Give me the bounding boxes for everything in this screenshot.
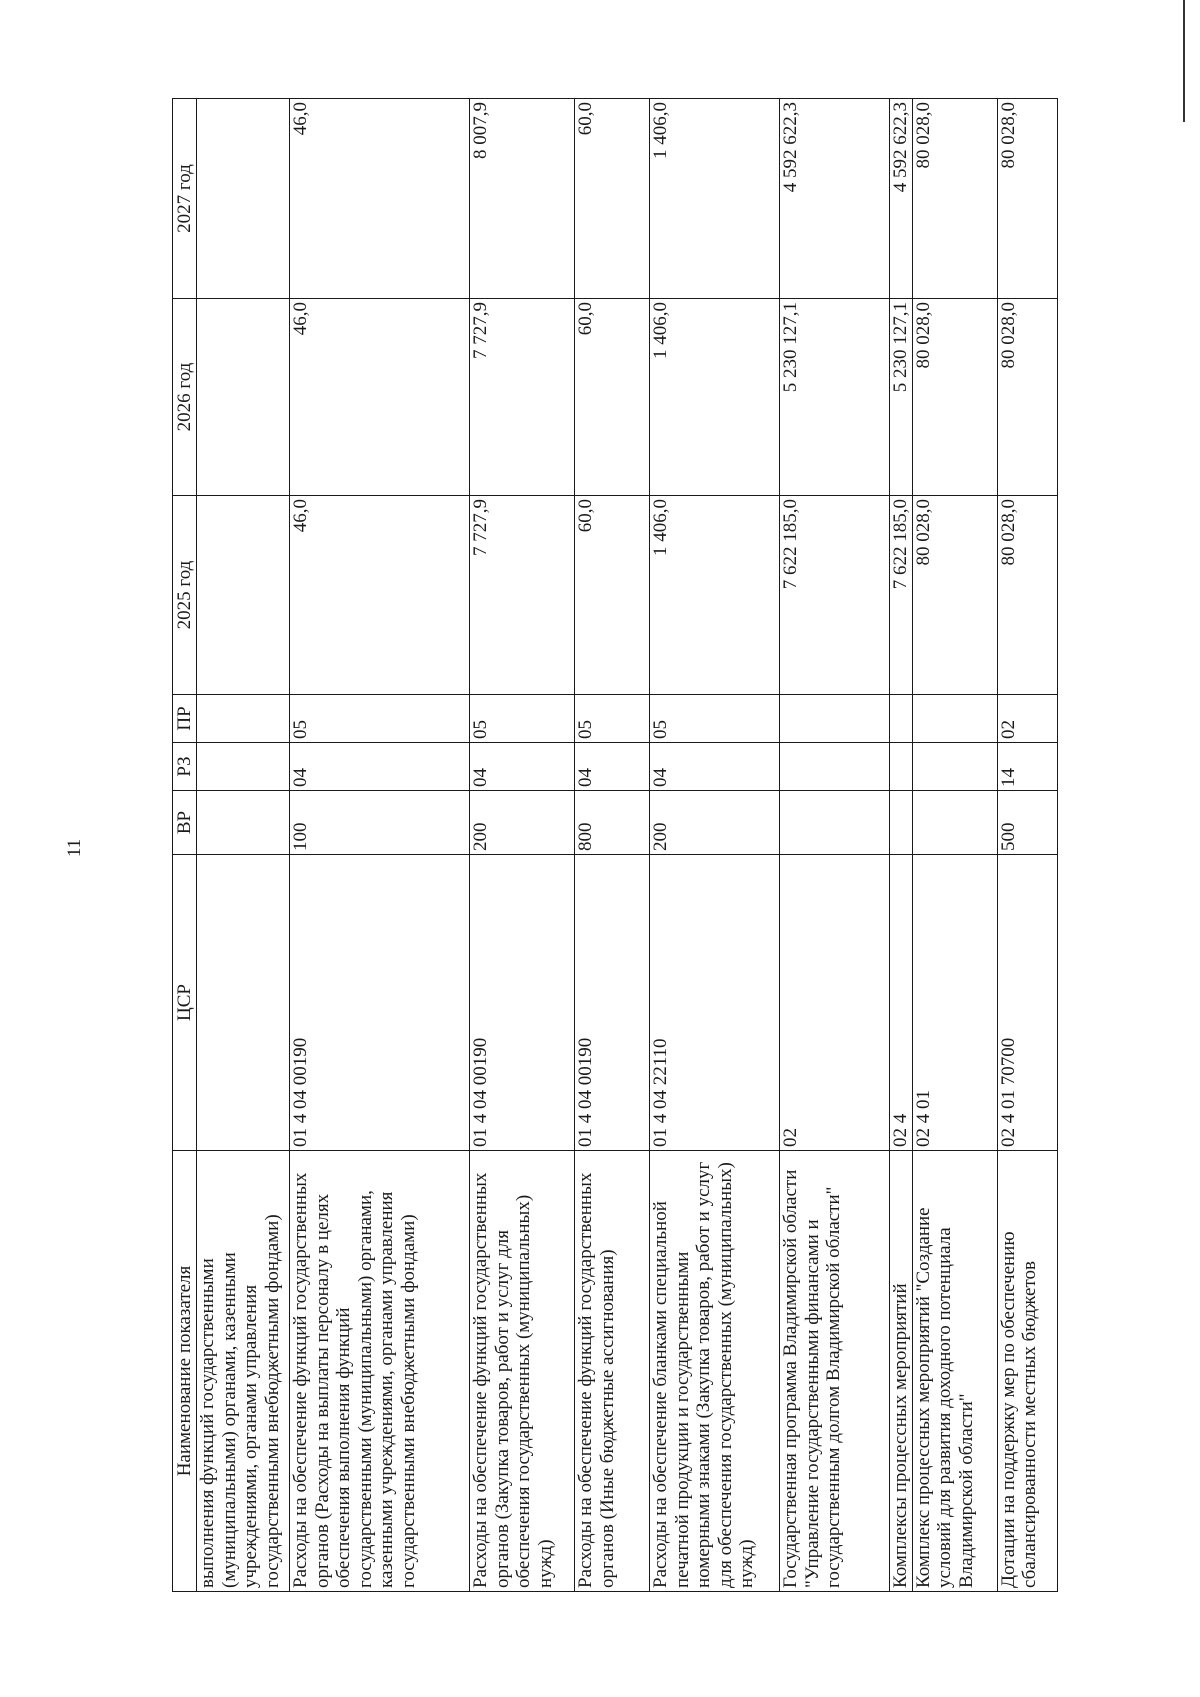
row-vr — [912, 791, 997, 855]
row-2027: 46,0 — [290, 99, 470, 299]
row-name: Дотации на поддержку мер по обеспечению сбалансированности местных бюджетов — [997, 1151, 1057, 1592]
row-2025: 46,0 — [290, 496, 470, 695]
row-csr: 01 4 04 00190 — [575, 855, 650, 1151]
row-2026: 60,0 — [575, 299, 650, 496]
header-name: Наименование показателя — [173, 1151, 197, 1592]
row-csr: 01 4 04 00190 — [290, 855, 470, 1151]
row-pr — [912, 695, 997, 743]
row-2025: 1 406,0 — [650, 496, 780, 695]
row-name: Расходы на обеспечение функций государственных органов (Закупка товаров, работ и услуг для обеспечения государственных (муниципальных) нужд) — [470, 1151, 575, 1592]
row-2026: 5 230 127,1 — [890, 299, 913, 496]
header-2026: 2026 год — [173, 299, 197, 496]
row-name: Расходы на обеспечение функций государственных органов (Иные бюджетные ассигнования) — [575, 1151, 650, 1592]
row-vr: 200 — [650, 791, 780, 855]
row-csr: 01 4 04 00190 — [470, 855, 575, 1151]
row-vr — [197, 791, 290, 855]
row-pr: 05 — [290, 695, 470, 743]
header-2025: 2025 год — [173, 496, 197, 695]
table-row — [290, 99, 470, 1592]
row-pr — [197, 695, 290, 743]
row-2027: 8 007,9 — [470, 99, 575, 299]
row-2025: 80 028,0 — [997, 496, 1057, 695]
row-csr: 02 — [780, 855, 890, 1151]
row-2027: 4 592 622,3 — [890, 99, 913, 299]
row-pr: 05 — [470, 695, 575, 743]
row-2027: 4 592 622,3 — [780, 99, 890, 299]
table-row — [197, 99, 290, 1592]
table-row — [997, 99, 1057, 1592]
row-rz — [912, 743, 997, 791]
row-name: Комплекс процессных мероприятий "Создание условий для развития доходного потенциала Владимирской области" — [912, 1151, 997, 1592]
budget-table — [172, 98, 1058, 1592]
row-2025: 60,0 — [575, 496, 650, 695]
table-row — [650, 99, 780, 1592]
row-name: выполнения функций государственными (муниципальными) органами, казенными учреждениями, органами управления государственными внебюджетными фондами) — [197, 1151, 290, 1592]
page-number: 11 — [64, 838, 85, 858]
header-vr: ВР — [173, 791, 197, 855]
row-2027: 60,0 — [575, 99, 650, 299]
header-csr: ЦСР — [173, 855, 197, 1151]
row-name: Расходы на обеспечение бланками специальной печатной продукции и государственными номерными знаками (Закупка товаров, работ и услуг для обеспечения государственных (муниципальных) нужд) — [650, 1151, 780, 1592]
table-row — [470, 99, 575, 1592]
table-row — [575, 99, 650, 1592]
row-rz — [780, 743, 890, 791]
table-row — [780, 99, 890, 1592]
row-2025 — [197, 496, 290, 695]
row-vr: 100 — [290, 791, 470, 855]
row-vr: 500 — [997, 791, 1057, 855]
row-2026: 1 406,0 — [650, 299, 780, 496]
row-2025: 7 727,9 — [470, 496, 575, 695]
table-row — [912, 99, 997, 1592]
row-2025: 80 028,0 — [912, 496, 997, 695]
header-2027: 2027 год — [173, 99, 197, 299]
row-name: Расходы на обеспечение функций государственных органов (Расходы на выплаты персоналу в целях обеспечения выполнения функций государственными (муниципальными) органами, казенными учреждениями, органами управления государственными внебюджетными фондами) — [290, 1151, 470, 1592]
rotated-table-container — [172, 99, 1081, 1592]
row-csr: 02 4 01 — [912, 855, 997, 1151]
row-2025: 7 622 185,0 — [780, 496, 890, 695]
row-pr: 02 — [997, 695, 1057, 743]
row-2026: 5 230 127,1 — [780, 299, 890, 496]
header-rz: РЗ — [173, 743, 197, 791]
edge-mark — [1183, 0, 1185, 122]
row-pr: 05 — [650, 695, 780, 743]
row-2026: 80 028,0 — [912, 299, 997, 496]
row-vr — [780, 791, 890, 855]
row-rz — [197, 743, 290, 791]
row-pr — [780, 695, 890, 743]
header-pr: ПР — [173, 695, 197, 743]
row-rz: 04 — [575, 743, 650, 791]
row-2026: 80 028,0 — [997, 299, 1057, 496]
row-csr: 02 4 — [890, 855, 913, 1151]
row-rz: 04 — [470, 743, 575, 791]
row-pr — [890, 695, 913, 743]
row-vr — [890, 791, 913, 855]
row-2025: 7 622 185,0 — [890, 496, 913, 695]
row-2027 — [197, 99, 290, 299]
row-rz: 04 — [650, 743, 780, 791]
row-rz — [890, 743, 913, 791]
row-csr: 02 4 01 70700 — [997, 855, 1057, 1151]
row-2027: 80 028,0 — [912, 99, 997, 299]
header-row — [173, 99, 197, 1592]
row-name: Государственная программа Владимирской области "Управление государственными финансами и государственным долгом Владимирской области" — [780, 1151, 890, 1592]
row-csr: 01 4 04 22110 — [650, 855, 780, 1151]
row-2026: 7 727,9 — [470, 299, 575, 496]
row-2026 — [197, 299, 290, 496]
row-2027: 80 028,0 — [997, 99, 1057, 299]
row-2027: 1 406,0 — [650, 99, 780, 299]
row-vr: 800 — [575, 791, 650, 855]
row-name: Комплексы процессных мероприятий — [890, 1151, 913, 1592]
row-2026: 46,0 — [290, 299, 470, 496]
table-row — [890, 99, 913, 1592]
row-vr: 200 — [470, 791, 575, 855]
row-pr: 05 — [575, 695, 650, 743]
row-rz: 04 — [290, 743, 470, 791]
row-csr — [197, 855, 290, 1151]
row-rz: 14 — [997, 743, 1057, 791]
